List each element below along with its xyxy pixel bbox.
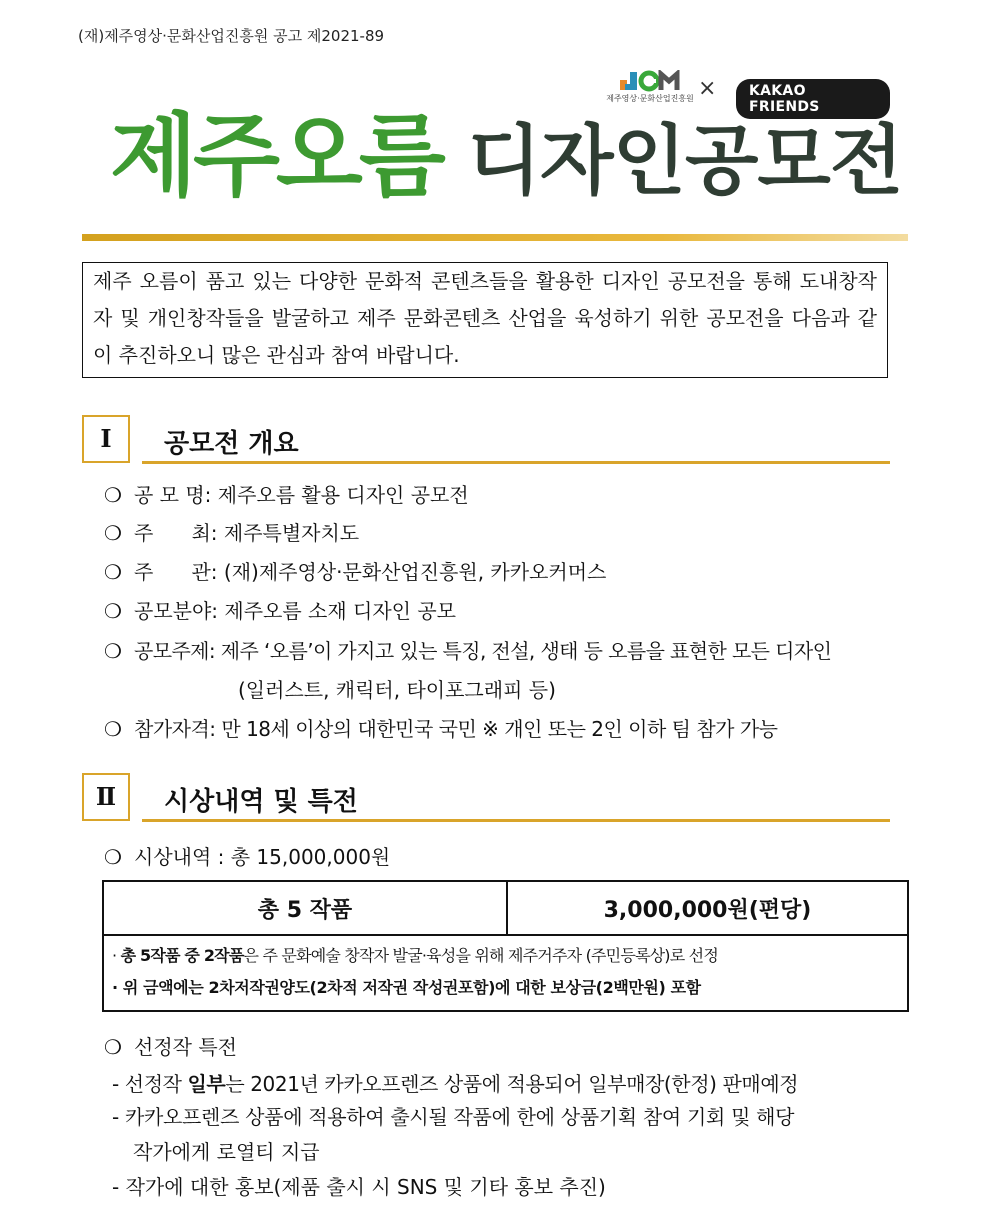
benefits-title: 선정작 특전 bbox=[134, 1035, 237, 1059]
section-1-rule bbox=[142, 461, 890, 464]
title-part-design-contest: 디자인공모전 bbox=[467, 116, 903, 205]
title-divider bbox=[82, 234, 908, 241]
benefit-item-1 bbox=[112, 1068, 798, 1097]
notice-number: (재)제주영상·문화산업진흥원 공고 제2021-89 bbox=[78, 27, 385, 45]
circle-bullet-icon: ❍ bbox=[104, 845, 122, 869]
collaboration-x: × bbox=[698, 76, 717, 101]
benefits-heading bbox=[104, 1031, 237, 1060]
list-item bbox=[104, 556, 606, 585]
benefit-text: - 선정작 bbox=[112, 1072, 188, 1096]
jcon-org-name: 제주영상·문화산업진흥원 bbox=[606, 94, 694, 103]
circle-bullet-icon: ❍ bbox=[104, 521, 122, 545]
note-bullet: · bbox=[112, 946, 121, 965]
item-value: 제주오름 활용 디자인 공모전 bbox=[217, 483, 469, 507]
benefit-bold-text: 일부 bbox=[187, 1072, 226, 1096]
list-item bbox=[104, 713, 777, 742]
section-2-title: 시상내역 및 특전 bbox=[164, 787, 358, 817]
prize-amount-cell: 3,000,000원(편당) bbox=[507, 881, 908, 935]
award-total bbox=[104, 841, 390, 870]
section-2-number: Ⅱ bbox=[82, 773, 130, 821]
item-label: 참가자격: bbox=[134, 717, 216, 741]
item-label: 공모주제: bbox=[134, 639, 216, 663]
item-value: 제주 ‘오름’이 가지고 있는 특징, 전설, 생태 등 오름을 표현한 모든 디자인 bbox=[220, 639, 832, 663]
circle-bullet-icon: ❍ bbox=[104, 717, 122, 741]
intro-box: 제주 오름이 품고 있는 다양한 문화적 콘텐츠들을 활용한 디자인 공모전을 통해 도내창작자 및 개인창작들을 발굴하고 제주 문화콘텐츠 산업을 육성하기 위한 공모전을 다음과 같이 추진하오니 많은 관심과 참여 바랍니다. bbox=[82, 262, 888, 378]
item-label: 공 모 명: bbox=[134, 483, 212, 507]
benefit-item-2-continuation: 작가에게 로열티 지급 bbox=[133, 1140, 320, 1164]
section-2-rule bbox=[142, 819, 890, 822]
list-item bbox=[104, 517, 359, 546]
note-text: 은 주 문화예술 창작자 발굴·육성을 위해 제주거주자 (주민등록상)로 선정 bbox=[243, 946, 718, 965]
list-item bbox=[104, 635, 831, 664]
prize-count-cell: 총 5 작품 bbox=[103, 881, 507, 935]
item-value: (재)제주영상·문화산업진흥원, 카카오커머스 bbox=[223, 560, 607, 584]
section-1-title: 공모전 개요 bbox=[164, 429, 299, 459]
kakao-friends-logo: KAKAO FRIENDS bbox=[736, 79, 890, 119]
logo-area bbox=[590, 70, 890, 114]
item-label: 주 관: bbox=[134, 560, 218, 584]
page-title bbox=[110, 104, 903, 209]
jcon-logo bbox=[590, 70, 710, 104]
benefit-text: 는 2021년 카카오프렌즈 상품에 적용되어 일부매장(한정) 판매예정 bbox=[225, 1072, 799, 1096]
item-label: 주 최: bbox=[134, 521, 218, 545]
item-value: 만 18세 이상의 대한민국 국민 ※ 개인 또는 2인 이하 팀 참가 가능 bbox=[221, 717, 778, 741]
list-item bbox=[104, 479, 469, 508]
title-part-jeju-oreum: 제주오름 bbox=[110, 104, 442, 209]
circle-bullet-icon: ❍ bbox=[104, 560, 122, 584]
benefit-item-2: - 카카오프렌즈 상품에 적용하여 출시될 작품에 한에 상품기획 참여 기회 및 해당 bbox=[112, 1105, 795, 1129]
circle-bullet-icon: ❍ bbox=[104, 1035, 122, 1059]
item-value: 제주특별자치도 bbox=[223, 521, 360, 545]
prize-notes-cell bbox=[103, 935, 908, 1011]
note-bold-text: 총 5작품 중 2작품 bbox=[120, 946, 244, 965]
benefit-item-3: - 작가에 대한 홍보(제품 출시 시 SNS 및 기타 홍보 추진) bbox=[112, 1175, 606, 1199]
prize-note-1 bbox=[112, 940, 899, 972]
list-item bbox=[104, 595, 456, 624]
item-label: 공모분야: bbox=[134, 599, 219, 623]
section-2-header bbox=[82, 773, 890, 825]
circle-bullet-icon: ❍ bbox=[104, 639, 122, 663]
prize-note-2: · 위 금액에는 2차저작권양도(2차적 저작권 작성권포함)에 대한 보상금(2백만원) 포함 bbox=[112, 978, 701, 997]
theme-continuation: (일러스트, 캐릭터, 타이포그래피 등) bbox=[238, 678, 556, 702]
section-1-header bbox=[82, 415, 890, 467]
circle-bullet-icon: ❍ bbox=[104, 599, 122, 623]
circle-bullet-icon: ❍ bbox=[104, 483, 122, 507]
section-1-number: I bbox=[82, 415, 130, 463]
award-total-text: 시상내역 : 총 15,000,000원 bbox=[134, 845, 391, 869]
jcon-logo-icon bbox=[618, 70, 682, 92]
item-value: 제주오름 소재 디자인 공모 bbox=[224, 599, 456, 623]
prize-table bbox=[102, 880, 909, 1012]
